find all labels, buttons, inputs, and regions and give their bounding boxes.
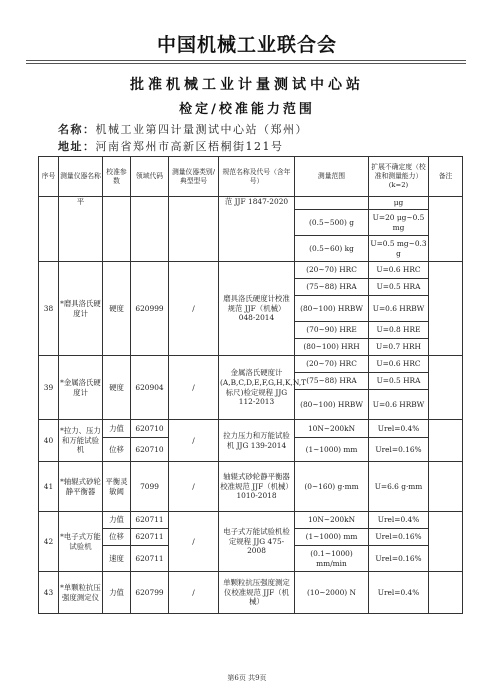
- cell-instrument: *拉力、压力和万能试验机: [59, 420, 103, 462]
- cell-range: (0~160) g·mm: [295, 462, 369, 512]
- name-value: 机械工业第四计量测试中心站（郑州）: [95, 123, 308, 136]
- cell-param: 硬度: [103, 262, 131, 356]
- cell-range: (20~70) HRC: [295, 356, 369, 373]
- col-seq: 序号: [39, 157, 59, 197]
- cell-uncert: Urel=0.16%: [369, 438, 429, 462]
- cell-spec: 轴辊式砂轮静平衡器校准规范 JJF（机械）1010-2018: [219, 462, 295, 512]
- cell-range: (10~2000) N: [295, 572, 369, 614]
- cell-uncert: U=0.5 HRA: [369, 373, 429, 390]
- cell-code: 7099: [131, 462, 169, 512]
- cell-range: (75~88) HRA: [295, 373, 369, 390]
- cell-param: 力值: [103, 420, 131, 438]
- cell-range: (80~100) HRBW: [295, 390, 369, 420]
- cell-spec: 金属洛氏硬度计(A,B,C,D,E,F,G,H,K,N,T 标尺)检定规程 JJG 112-2013: [219, 356, 295, 420]
- cell-category: /: [169, 356, 219, 420]
- cell-instrument: *金属洛氏硬度计: [59, 356, 103, 420]
- cell-note: [429, 197, 463, 262]
- col-code: 领域代码: [131, 157, 169, 197]
- cell-uncert: U=0.6 HRBW: [369, 390, 429, 420]
- cell-code: 620799: [131, 572, 169, 614]
- address-value: 河南省郑州市高新区梧桐街121号: [95, 140, 284, 153]
- cell-range: (70~90) HRE: [295, 322, 369, 339]
- cell-code: 620710: [131, 420, 169, 438]
- cell-uncert: U=0.6 HRC: [369, 356, 429, 373]
- cell-uncert: U=0.6 HRBW: [369, 296, 429, 322]
- cell-spec: 电子式万能试验机检定规程 JJG 475-2008: [219, 512, 295, 572]
- cell-range: (0.5~60) kg: [295, 236, 369, 262]
- cell-instrument: *磨具洛氏硬度计: [59, 262, 103, 356]
- col-category: 测量仪器类别/典型型号: [169, 157, 219, 197]
- cell-uncert: U=0.5 mg~0.3 g: [369, 236, 429, 262]
- col-spec: 规范名称及代号（含年号）: [219, 157, 295, 197]
- cell-code: 620711: [131, 546, 169, 572]
- cell-code: [131, 197, 169, 262]
- cell-note: [429, 572, 463, 614]
- cell-code: 620999: [131, 262, 169, 356]
- cell-uncert: U=0.6 HRC: [369, 262, 429, 279]
- cell-seq: 41: [39, 462, 59, 512]
- cell-instrument: *电子式万能试验机: [59, 512, 103, 572]
- cell-category: [169, 197, 219, 262]
- page-footer: 第6页 共9页: [227, 674, 267, 682]
- cell-param: 平衡灵敏阈: [103, 462, 131, 512]
- cell-uncert: μg: [369, 197, 429, 210]
- cell-note: [429, 262, 463, 356]
- col-note: 备注: [429, 157, 463, 197]
- cell-uncert: Urel=0.4%: [369, 512, 429, 529]
- cell-note: [429, 462, 463, 512]
- cell-uncert: U=20 μg~0.5 mg: [369, 210, 429, 236]
- cell-code: 620904: [131, 356, 169, 420]
- cell-range: (80~100) HRH: [295, 339, 369, 356]
- col-range: 测量范围: [295, 157, 369, 197]
- cell-param: [103, 197, 131, 262]
- cell-spec: 磨具洛氏硬度计校准规范 JJF（机械）048-2014: [219, 262, 295, 356]
- col-param: 校准参数: [103, 157, 131, 197]
- cell-param: 位移: [103, 438, 131, 462]
- col-uncert: 扩展不确定度（校准和测量能力）(k=2): [369, 157, 429, 197]
- cell-category: /: [169, 512, 219, 572]
- cell-range: (75~88) HRA: [295, 279, 369, 296]
- cell-category: /: [169, 262, 219, 356]
- table-row: [39, 462, 463, 512]
- title-rule-bottom: [26, 63, 466, 64]
- cell-category: /: [169, 420, 219, 462]
- cell-uncert: Urel=0.4%: [369, 420, 429, 438]
- cell-param: 力值: [103, 512, 131, 529]
- cell-range: (0.1~1000) mm/min: [295, 546, 369, 572]
- table-row: [39, 197, 463, 210]
- cell-seq: 42: [39, 512, 59, 572]
- scope-title: 检定/校准能力范围: [179, 102, 315, 117]
- table-row: [39, 262, 463, 279]
- cell-seq: 38: [39, 262, 59, 356]
- cell-uncert: U=6.6 g·mm: [369, 462, 429, 512]
- cell-instrument: *轴辊式砂轮静平衡器: [59, 462, 103, 512]
- cell-range: (1~1000) mm: [295, 529, 369, 546]
- cell-seq: [39, 197, 59, 262]
- address-line: [58, 138, 284, 154]
- table-row: [39, 356, 463, 373]
- cell-uncert: U=0.5 HRA: [369, 279, 429, 296]
- cell-instrument: *单颗粒抗压强度测定仪: [59, 572, 103, 614]
- cell-uncert: Urel=0.16%: [369, 529, 429, 546]
- cell-code: 620710: [131, 438, 169, 462]
- cell-note: [429, 420, 463, 462]
- cell-note: [429, 512, 463, 572]
- capability-table: [38, 156, 463, 614]
- cell-category: /: [169, 462, 219, 512]
- cell-spec: 拉力压力和万能试验机 JJG 139-2014: [219, 420, 295, 462]
- name-label: 名称：: [58, 123, 96, 136]
- cell-range: (80~100) HRBW: [295, 296, 369, 322]
- org-title: 中国机械工业联合会: [156, 34, 337, 56]
- table-header-row: [39, 157, 463, 197]
- address-label: 地址：: [58, 140, 96, 153]
- cell-uncert: Urel=0.16%: [369, 546, 429, 572]
- cell-range: (20~70) HRC: [295, 262, 369, 279]
- name-line: [58, 121, 308, 137]
- cell-category: /: [169, 572, 219, 614]
- cell-param: 速度: [103, 546, 131, 572]
- cell-param: 位移: [103, 529, 131, 546]
- cell-spec: 单颗粒抗压强度测定仪校准规范 JJF（机械）: [219, 572, 295, 614]
- title-rule-top: [26, 60, 466, 61]
- cell-range: (0.5~500) g: [295, 210, 369, 236]
- cell-uncert: U=0.7 HRH: [369, 339, 429, 356]
- cell-code: 620711: [131, 529, 169, 546]
- table-row: [39, 420, 463, 438]
- cell-note: [429, 356, 463, 420]
- table-row: [39, 572, 463, 614]
- cell-uncert: U=0.8 HRE: [369, 322, 429, 339]
- col-instrument: 测量仪器名称: [59, 157, 103, 197]
- approval-title: 批准机械工业计量测试中心站: [130, 77, 364, 93]
- cell-seq: 39: [39, 356, 59, 420]
- cell-param: 硬度: [103, 356, 131, 420]
- cell-seq: 43: [39, 572, 59, 614]
- cell-range: 10N~200kN: [295, 420, 369, 438]
- cell-uncert: Urel=0.4%: [369, 572, 429, 614]
- cell-range: (1~1000) mm: [295, 438, 369, 462]
- cell-instrument: 平: [59, 197, 103, 262]
- cell-param: 力值: [103, 572, 131, 614]
- cell-seq: 40: [39, 420, 59, 462]
- table-row: [39, 512, 463, 529]
- cell-spec: 范 JJF 1847-2020: [219, 197, 295, 262]
- cell-range: [295, 197, 369, 210]
- cell-range: 10N~200kN: [295, 512, 369, 529]
- cell-code: 620711: [131, 512, 169, 529]
